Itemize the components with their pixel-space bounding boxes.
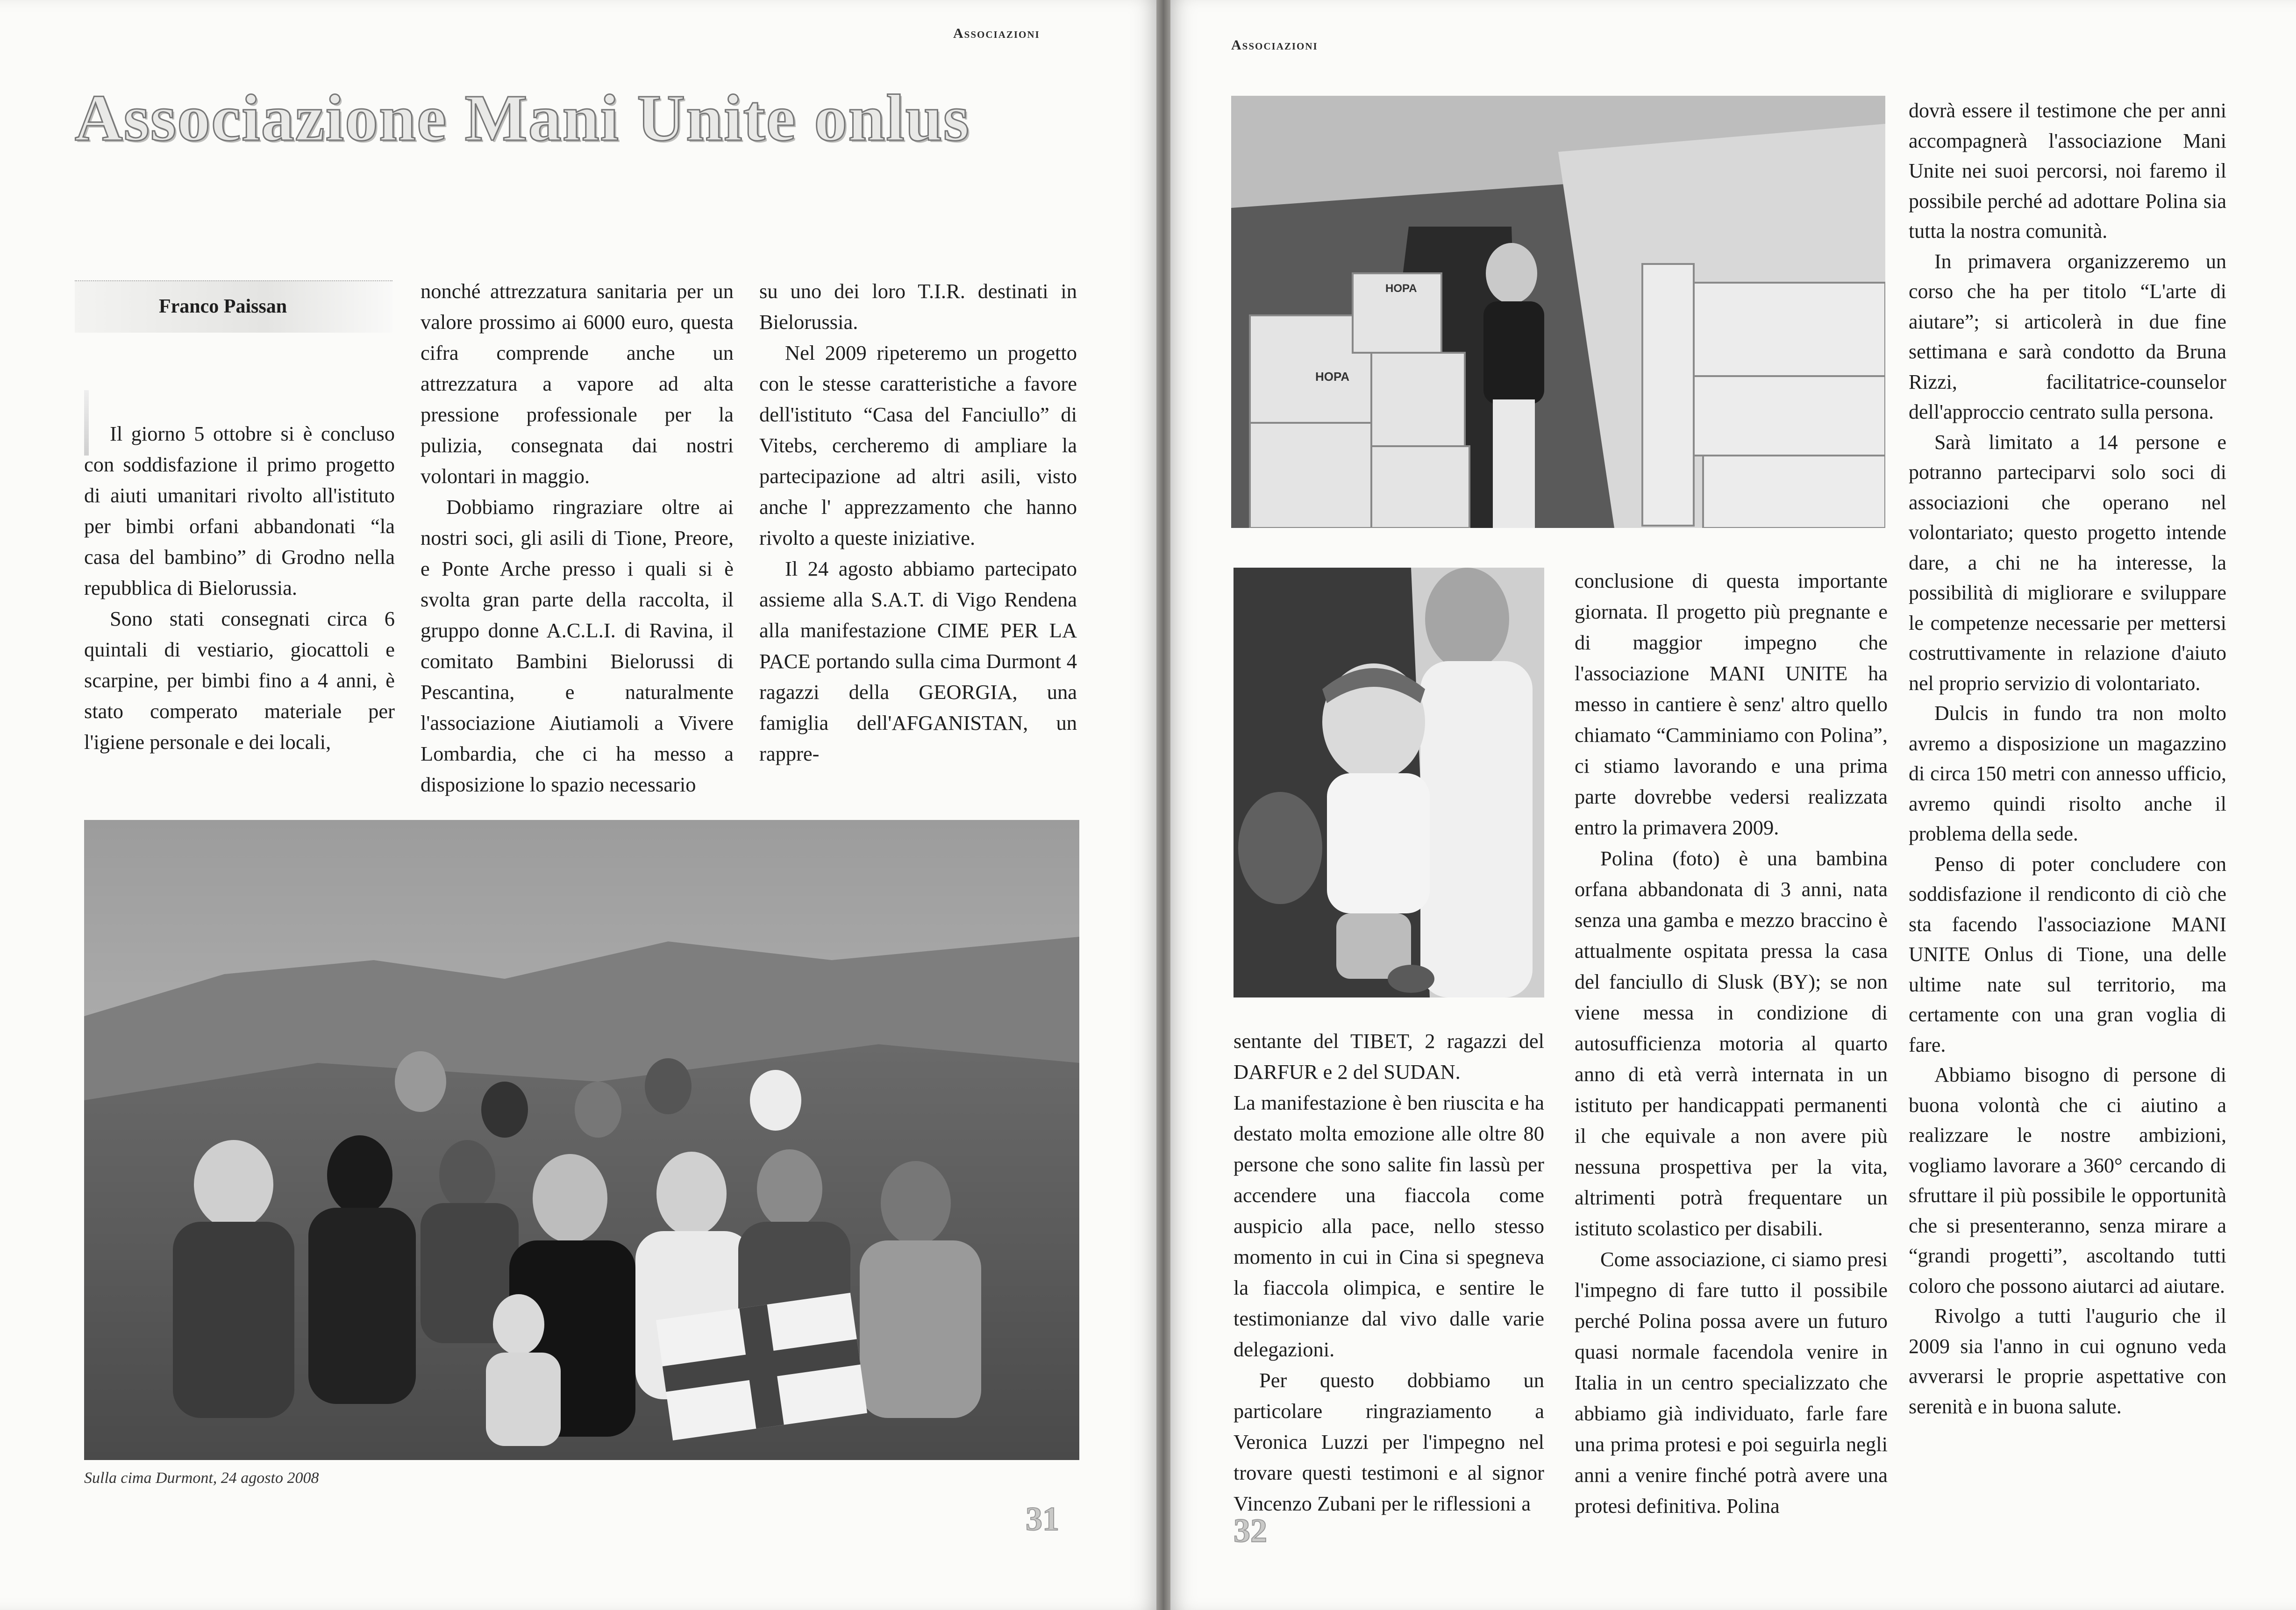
column-right-page-3 xyxy=(1909,96,2226,1422)
paragraph: Penso di poter concludere con soddisfazione il rendiconto di ciò che sta facendo l'associazione MANI UNITE Onlus di Tione, una delle ultime nate sul territorio, ma certamente con una gran voglia di fare. xyxy=(1909,852,2226,1056)
section-label: Associazioni xyxy=(953,26,1040,41)
column-right-page-1 xyxy=(1234,1026,1544,1519)
paragraph: In primavera organizzeremo un corso che ha per titolo “L'arte di aiutare”; si articolerà in due fine settimana e sarà condotto da Bruna Rizzi, facilitatrice-counselor dell'approccio centrato sulla persona. xyxy=(1909,249,2226,423)
paragraph: dovrà essere il testimone che per anni accompagnerà l'associazione Mani Unite nei suoi percorsi, noi faremo il possibile perché ad adottare Polina sia tutta la nostra comunità. xyxy=(1909,99,2226,242)
box-label: HOPA xyxy=(1385,282,1417,295)
paragraph: Sono stati consegnati circa 6 quintali di vestiario, giocattoli e scarpine, per bimbi fino a 4 anni, è stato comperato materiale per l'igiene personale e dei locali, xyxy=(84,607,395,754)
section-label: Associazioni xyxy=(1231,37,1318,53)
page-right xyxy=(1170,0,2296,1610)
paragraph: Il 24 agosto abbiamo partecipato assieme alla S.A.T. di Vigo Rendena alla manifestazione CIME PER LA PACE portando sulla cima Durmont 4 ragazzi della GEORGIA, una famiglia dell'AFGANISTAN, un rappre- xyxy=(759,557,1077,765)
column-3 xyxy=(759,276,1077,769)
paragraph: Sarà limitato a 14 persone e potranno parteciparvi solo soci di associazioni che operano nel volontariato; questo progetto intende dare, a chi ne ha interesse, la possibilità di migliorare e sviluppare le competenze necessarie per mettersi costruttivamente in relazione d'aiuto nel proprio servizio di volontariato. xyxy=(1909,430,2226,695)
paragraph: Polina (foto) è una bambina orfana abbandonata di 3 anni, nata senza una gamba e mezzo braccino è attualmente ospitata pressa la casa del fanciullo di Slusk (BY); se non viene messa in condizione di autosufficienza motoria al quarto anno di età verrà internata in un istituto per handicappati permanenti il che equivale a non avere più nessuna prospettiva per la vita, altrimenti potrà frequentare un istituto scolastico per disabili. xyxy=(1575,847,1888,1240)
paragraph: Per questo dobbiamo un particolare ringraziamento a Veronica Luzzi per l'impegno nel trovare questi testimoni e al signor Vincenzo Zubani per le riflessioni a xyxy=(1234,1368,1544,1515)
photo-caption: Sulla cima Durmont, 24 agosto 2008 xyxy=(84,1469,319,1487)
author-box xyxy=(75,280,392,333)
polina-photo xyxy=(1234,568,1544,997)
warehouse-photo xyxy=(1231,96,1885,528)
paragraph: conclusione di questa importante giornata. Il progetto più pregnante e di maggior impegno che l'associazione MANI UNITE ha messo in cantiere è senz' altro quello chiamato “Camminiamo con Polina”, ci stiamo lavorando e una prima parte dovrebbe vedersi realizzata entro la primavera 2009. xyxy=(1575,569,1888,839)
box-label: HOPA xyxy=(1315,370,1350,384)
page-number: 32 xyxy=(1234,1512,1267,1549)
paragraph: Il giorno 5 ottobre si è concluso con soddisfazione il primo progetto di aiuti umanitari rivolto all'istituto per bimbi orfani abbandonati “la casa del bambino” di Grodno nella repubblica di Bielorussia. xyxy=(84,422,395,599)
column-1 xyxy=(84,418,395,757)
group-photo-image xyxy=(84,820,1079,1460)
author-name: Franco Paissan xyxy=(159,296,287,317)
polina-photo-image xyxy=(1234,568,1544,997)
paragraph: Rivolgo a tutti l'augurio che il 2009 sia l'anno in cui ognuno veda avverarsi le proprie aspettative con serenità e in buona salute. xyxy=(1909,1304,2226,1418)
article-title: Associazione Mani Unite onlus xyxy=(75,81,970,155)
paragraph: Nel 2009 ripeteremo un progetto con le stesse caratteristiche a favore dell'istituto “Casa del Fanciullo” di Vitebs, cercheremo di ampliare la partecipazione ad altri asili, visto anche l' apprezzamento che hanno rivolto a queste iniziative. xyxy=(759,341,1077,549)
paragraph: Come associazione, ci siamo presi l'impegno di fare tutto il possibile perché Polina possa avere un futuro quasi normale facendola venire in Italia in un centro specializzato che abbiamo già individuato, farle fare una prima protesi e poi seguirla negli anni a venire finché potrà avere una protesi definitiva. Polina xyxy=(1575,1247,1888,1517)
paragraph: su uno dei loro T.I.R. destinati in Bielorussia. xyxy=(759,279,1077,334)
paragraph: nonché attrezzatura sanitaria per un valore prossimo ai 6000 euro, questa cifra comprende anche un attrezzatura a vapore ad alta pressione professionale per la pulizia, consegnata dai nostri volontari in maggio. xyxy=(421,279,734,488)
column-right-page-2 xyxy=(1575,565,1888,1521)
paragraph: sentante del TIBET, 2 ragazzi del DARFUR e 2 del SUDAN. xyxy=(1234,1029,1544,1083)
paragraph: Dobbiamo ringraziare oltre ai nostri soci, gli asili di Tione, Preore, e Ponte Arche presso i quali si è svolta gran parte della raccolta, il gruppo donne A.C.L.I. di Ravina, il comitato Bambini Bielorussi di Pescantina, e naturalmente l'associazione Aiutiamoli a Vivere Lombardia, che ci ha messo a disposizione lo spazio necessario xyxy=(421,495,734,796)
group-photo xyxy=(84,820,1079,1460)
warehouse-photo-image xyxy=(1231,96,1885,528)
paragraph: Abbiamo bisogno di persone di buona volontà che ci aiutino a realizzare le nostre ambizioni, vogliamo lavorare a 360° cercando di sfruttare il più possibile le opportunità che si presenteranno, senza mirare a “grandi progetti”, ascoltando tutti coloro che possono aiutarci ad aiutare. xyxy=(1909,1063,2226,1297)
paragraph: Dulcis in fundo tra non molto avremo a disposizione un magazzino di circa 150 metri con annesso ufficio, avremo quindi risolto anche il problema della sede. xyxy=(1909,702,2226,845)
column-2 xyxy=(421,276,734,800)
page-number: 31 xyxy=(1026,1500,1059,1538)
page-gutter xyxy=(1156,0,1170,1610)
paragraph: La manifestazione è ben riuscita e ha destato molta emozione alle oltre 80 persone che sono salite fin lassù per accendere una fiaccola come auspicio alla pace, nello stesso momento in cui in Cina si spegneva la fiaccola olimpica, e sentire le testimonianze dal vivo dalle varie delegazioni. xyxy=(1234,1091,1544,1361)
